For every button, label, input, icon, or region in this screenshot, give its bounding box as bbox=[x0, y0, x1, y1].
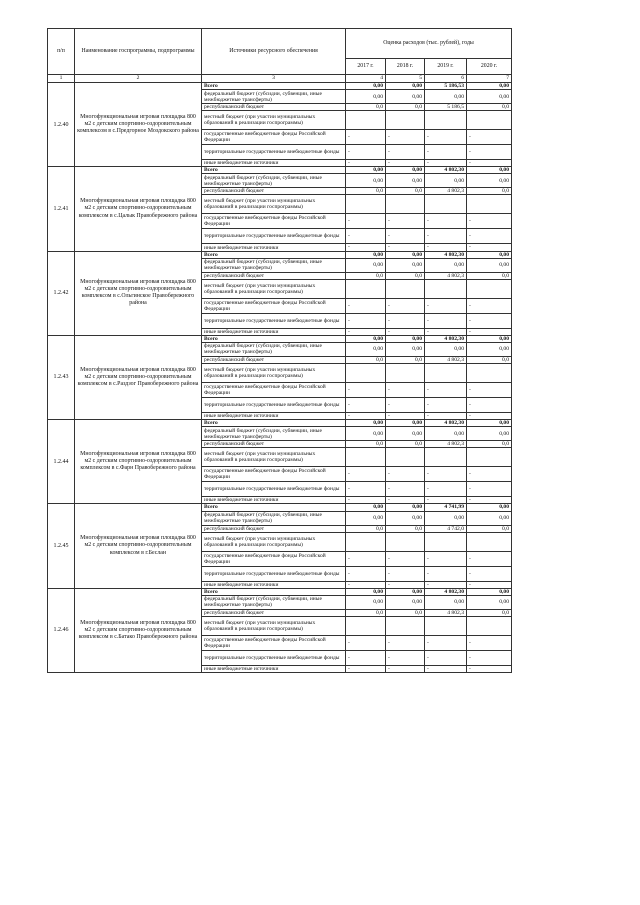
amount-cell: - bbox=[386, 160, 425, 167]
amount-cell: 0,00 bbox=[425, 258, 467, 272]
amount-cell: 0,00 bbox=[386, 427, 425, 441]
amount-cell: - bbox=[386, 413, 425, 420]
funding-source: территориальные государственные внебюджетные фонды bbox=[202, 650, 346, 665]
item-number: 1.2.45 bbox=[48, 504, 75, 588]
funding-source: местный бюджет (при участии муниципальных образований в реализации госпрограммы) bbox=[202, 616, 346, 635]
amount-cell: 0,0 bbox=[386, 104, 425, 111]
amount-cell: 0,00 bbox=[425, 90, 467, 104]
amount-cell: - bbox=[467, 665, 512, 672]
funding-source: Всего bbox=[202, 167, 346, 174]
funding-source: республиканский бюджет bbox=[202, 525, 346, 532]
amount-cell: 0,00 bbox=[346, 251, 386, 258]
funding-source: Всего bbox=[202, 335, 346, 342]
amount-cell: 0,00 bbox=[386, 167, 425, 174]
amount-cell: - bbox=[386, 244, 425, 251]
amount-cell: - bbox=[346, 635, 386, 650]
amount-cell bbox=[346, 279, 386, 298]
amount-cell: - bbox=[467, 551, 512, 566]
amount-cell: - bbox=[425, 313, 467, 328]
amount-cell: 0,0 bbox=[386, 188, 425, 195]
funding-source: республиканский бюджет bbox=[202, 188, 346, 195]
amount-cell: 0,00 bbox=[467, 342, 512, 356]
amount-cell: 0,00 bbox=[386, 595, 425, 609]
amount-cell: - bbox=[386, 497, 425, 504]
amount-cell: - bbox=[386, 635, 425, 650]
year-header: 2017 г. bbox=[346, 59, 386, 75]
amount-cell bbox=[467, 279, 512, 298]
amount-cell: - bbox=[386, 665, 425, 672]
amount-cell bbox=[386, 279, 425, 298]
funding-source: республиканский бюджет bbox=[202, 356, 346, 363]
item-name: Многофункциональная игровая площадка 800 м2 с детским спортивно-оздоровительным комплексом в с.Цалык Правобережного района bbox=[75, 167, 202, 251]
amount-cell: 0,00 bbox=[346, 167, 386, 174]
amount-cell: 0,00 bbox=[386, 342, 425, 356]
amount-cell: - bbox=[425, 383, 467, 398]
funding-source: Всего bbox=[202, 504, 346, 511]
amount-cell: - bbox=[425, 160, 467, 167]
index-cell: 6 bbox=[425, 75, 467, 83]
funding-source: федеральный бюджет (субсидии, субвенции, иные межбюджетные трансферты) bbox=[202, 595, 346, 609]
amount-cell bbox=[386, 532, 425, 551]
amount-cell: 0,00 bbox=[346, 90, 386, 104]
amount-cell: - bbox=[386, 581, 425, 588]
amount-cell: 0,00 bbox=[386, 511, 425, 525]
funding-source: территориальные государственные внебюджетные фонды bbox=[202, 566, 346, 581]
document-page bbox=[47, 28, 511, 673]
amount-cell: 4 802,3 bbox=[425, 356, 467, 363]
amount-cell: 0,00 bbox=[425, 427, 467, 441]
funding-source: республиканский бюджет bbox=[202, 441, 346, 448]
amount-cell: 4 802,3 bbox=[425, 609, 467, 616]
amount-cell bbox=[346, 532, 386, 551]
amount-cell: - bbox=[425, 566, 467, 581]
amount-cell bbox=[425, 279, 467, 298]
amount-cell: - bbox=[346, 383, 386, 398]
amount-cell: 0,00 bbox=[467, 427, 512, 441]
funding-source: территориальные государственные внебюджетные фонды bbox=[202, 482, 346, 497]
funding-source: федеральный бюджет (субсидии, субвенции, иные межбюджетные трансферты) bbox=[202, 427, 346, 441]
amount-cell: - bbox=[346, 130, 386, 145]
amount-cell: - bbox=[346, 413, 386, 420]
amount-cell: 0,0 bbox=[346, 272, 386, 279]
amount-cell: - bbox=[386, 214, 425, 229]
funding-source: федеральный бюджет (субсидии, субвенции, иные межбюджетные трансферты) bbox=[202, 90, 346, 104]
amount-cell: 5 186,53 bbox=[425, 83, 467, 90]
amount-cell: - bbox=[425, 328, 467, 335]
amount-cell: 0,00 bbox=[425, 342, 467, 356]
funding-source: местный бюджет (при участии муниципальных образований в реализации госпрограммы) bbox=[202, 195, 346, 214]
amount-cell: 0,00 bbox=[346, 420, 386, 427]
amount-cell: 0,0 bbox=[346, 525, 386, 532]
amount-cell: 0,00 bbox=[386, 258, 425, 272]
item-number: 1.2.46 bbox=[48, 588, 75, 672]
amount-cell: 0,00 bbox=[386, 335, 425, 342]
amount-cell: - bbox=[386, 467, 425, 482]
amount-cell bbox=[425, 111, 467, 130]
amount-cell: 0,00 bbox=[346, 595, 386, 609]
amount-cell: 0,00 bbox=[386, 504, 425, 511]
item-name: Многофункциональная игровая площадка 800 м2 с детским спортивно-оздоровительным комплексом в с.Ольгинское Правобережного района bbox=[75, 251, 202, 335]
col-header-estimate: Оценка расходов (тыс. рублей), годы bbox=[346, 29, 512, 59]
year-header: 2020 г. bbox=[467, 59, 512, 75]
funding-source: местный бюджет (при участии муниципальных образований в реализации госпрограммы) bbox=[202, 111, 346, 130]
funding-source: Всего bbox=[202, 83, 346, 90]
amount-cell: - bbox=[425, 229, 467, 244]
amount-cell: 0,00 bbox=[386, 90, 425, 104]
funding-source: государственные внебюджетные фонды Российской Федерации bbox=[202, 298, 346, 313]
amount-cell: - bbox=[467, 145, 512, 160]
amount-cell: 0,00 bbox=[467, 258, 512, 272]
amount-cell: 0,00 bbox=[467, 90, 512, 104]
item-number: 1.2.40 bbox=[48, 83, 75, 167]
amount-cell: - bbox=[346, 214, 386, 229]
table-row bbox=[48, 420, 512, 427]
amount-cell: 0,00 bbox=[467, 251, 512, 258]
amount-cell: 4 741,99 bbox=[425, 504, 467, 511]
item-number: 1.2.43 bbox=[48, 335, 75, 419]
amount-cell: - bbox=[346, 665, 386, 672]
amount-cell bbox=[386, 616, 425, 635]
amount-cell bbox=[425, 364, 467, 383]
amount-cell: - bbox=[467, 566, 512, 581]
amount-cell: 0,0 bbox=[467, 272, 512, 279]
index-cell: 5 bbox=[386, 75, 425, 83]
amount-cell: 0,0 bbox=[467, 441, 512, 448]
item-number: 1.2.41 bbox=[48, 167, 75, 251]
amount-cell: - bbox=[386, 298, 425, 313]
amount-cell: 0,00 bbox=[386, 588, 425, 595]
amount-cell: - bbox=[386, 482, 425, 497]
amount-cell bbox=[346, 195, 386, 214]
funding-source: государственные внебюджетные фонды Российской Федерации bbox=[202, 383, 346, 398]
amount-cell: - bbox=[346, 650, 386, 665]
item-name: Многофункциональная игровая площадка 800 м2 с детским спортивно-оздоровительным комплексом в с.Батако Правобережного района bbox=[75, 588, 202, 672]
index-cell: 7 bbox=[467, 75, 512, 83]
amount-cell: - bbox=[425, 130, 467, 145]
index-cell: 1 bbox=[48, 75, 75, 83]
amount-cell: - bbox=[386, 328, 425, 335]
amount-cell: - bbox=[425, 244, 467, 251]
amount-cell: - bbox=[425, 467, 467, 482]
funding-source: государственные внебюджетные фонды Российской Федерации bbox=[202, 551, 346, 566]
funding-source: республиканский бюджет bbox=[202, 104, 346, 111]
amount-cell: - bbox=[346, 328, 386, 335]
amount-cell: - bbox=[346, 581, 386, 588]
amount-cell: 0,0 bbox=[386, 441, 425, 448]
amount-cell bbox=[425, 448, 467, 467]
amount-cell: 0,0 bbox=[346, 441, 386, 448]
amount-cell: - bbox=[346, 145, 386, 160]
table-row bbox=[48, 251, 512, 258]
amount-cell bbox=[346, 111, 386, 130]
amount-cell: - bbox=[386, 566, 425, 581]
amount-cell: 0,0 bbox=[467, 525, 512, 532]
amount-cell: 0,0 bbox=[467, 104, 512, 111]
amount-cell: 0,00 bbox=[346, 342, 386, 356]
amount-cell bbox=[346, 448, 386, 467]
amount-cell: - bbox=[467, 214, 512, 229]
amount-cell: 0,0 bbox=[467, 609, 512, 616]
amount-cell: - bbox=[425, 497, 467, 504]
funding-source: иные внебюджетные источники bbox=[202, 413, 346, 420]
amount-cell bbox=[386, 448, 425, 467]
table-row bbox=[48, 588, 512, 595]
amount-cell: 0,00 bbox=[467, 595, 512, 609]
index-cell: 4 bbox=[346, 75, 386, 83]
item-name: Многофункциональная игровая площадка 800 м2 с детским спортивно-оздоровительным комплексом в с.Фарн Правобережного района bbox=[75, 420, 202, 504]
funding-source: федеральный бюджет (субсидии, субвенции, иные межбюджетные трансферты) bbox=[202, 174, 346, 188]
amount-cell bbox=[467, 532, 512, 551]
index-cell: 3 bbox=[202, 75, 346, 83]
amount-cell: - bbox=[467, 313, 512, 328]
funding-source: иные внебюджетные источники bbox=[202, 244, 346, 251]
amount-cell: 0,00 bbox=[386, 420, 425, 427]
amount-cell: - bbox=[386, 130, 425, 145]
funding-source: Всего bbox=[202, 420, 346, 427]
funding-source: Всего bbox=[202, 588, 346, 595]
amount-cell: 0,00 bbox=[467, 335, 512, 342]
amount-cell: - bbox=[467, 635, 512, 650]
funding-source: республиканский бюджет bbox=[202, 609, 346, 616]
amount-cell: - bbox=[467, 398, 512, 413]
amount-cell: - bbox=[467, 650, 512, 665]
table-body bbox=[48, 29, 512, 673]
amount-cell: 4 802,30 bbox=[425, 251, 467, 258]
amount-cell: 4 802,30 bbox=[425, 335, 467, 342]
funding-source: федеральный бюджет (субсидии, субвенции, иные межбюджетные трансферты) bbox=[202, 258, 346, 272]
col-header-name: Наименование госпрограммы, подпрограммы bbox=[75, 29, 202, 75]
funding-source: иные внебюджетные источники bbox=[202, 160, 346, 167]
funding-source: территориальные государственные внебюджетные фонды bbox=[202, 145, 346, 160]
amount-cell: 0,00 bbox=[467, 511, 512, 525]
amount-cell: - bbox=[386, 145, 425, 160]
amount-cell: 4 802,3 bbox=[425, 272, 467, 279]
amount-cell: - bbox=[386, 313, 425, 328]
amount-cell: - bbox=[425, 581, 467, 588]
amount-cell: 4 802,30 bbox=[425, 420, 467, 427]
amount-cell: 0,00 bbox=[467, 588, 512, 595]
amount-cell bbox=[467, 448, 512, 467]
amount-cell: - bbox=[386, 398, 425, 413]
amount-cell: - bbox=[467, 383, 512, 398]
amount-cell: - bbox=[467, 244, 512, 251]
index-row bbox=[48, 75, 512, 83]
funding-source: местный бюджет (при участии муниципальных образований в реализации госпрограммы) bbox=[202, 279, 346, 298]
amount-cell: 0,00 bbox=[386, 83, 425, 90]
item-name: Многофункциональная игровая площадка 800 м2 с детским спортивно-оздоровительным комплексом в с.Раздзог Правобережного района bbox=[75, 335, 202, 419]
amount-cell: - bbox=[425, 398, 467, 413]
amount-cell: 0,0 bbox=[467, 356, 512, 363]
amount-cell: 0,0 bbox=[346, 356, 386, 363]
amount-cell: - bbox=[346, 497, 386, 504]
table-row bbox=[48, 335, 512, 342]
funding-source: территориальные государственные внебюджетные фонды bbox=[202, 313, 346, 328]
amount-cell: 0,00 bbox=[346, 258, 386, 272]
amount-cell: - bbox=[467, 160, 512, 167]
amount-cell: 5 186,5 bbox=[425, 104, 467, 111]
amount-cell: 0,0 bbox=[346, 609, 386, 616]
funding-source: государственные внебюджетные фонды Российской Федерации bbox=[202, 635, 346, 650]
amount-cell: 4 802,3 bbox=[425, 188, 467, 195]
amount-cell: - bbox=[467, 482, 512, 497]
funding-source: территориальные государственные внебюджетные фонды bbox=[202, 229, 346, 244]
funding-source: местный бюджет (при участии муниципальных образований в реализации госпрограммы) bbox=[202, 448, 346, 467]
funding-source: иные внебюджетные источники bbox=[202, 665, 346, 672]
amount-cell: - bbox=[346, 566, 386, 581]
col-header-num: п/п bbox=[48, 29, 75, 75]
amount-cell bbox=[467, 364, 512, 383]
amount-cell: - bbox=[425, 482, 467, 497]
amount-cell bbox=[425, 532, 467, 551]
amount-cell: 0,0 bbox=[386, 356, 425, 363]
amount-cell: 0,0 bbox=[346, 104, 386, 111]
item-name: Многофункциональная игровая площадка 800 м2 с детским спортивно-оздоровительным комплексом в г.Беслан bbox=[75, 504, 202, 588]
amount-cell: 4 742,0 bbox=[425, 525, 467, 532]
index-cell: 2 bbox=[75, 75, 202, 83]
table-row bbox=[48, 83, 512, 90]
amount-cell: - bbox=[346, 398, 386, 413]
amount-cell: 0,00 bbox=[467, 83, 512, 90]
funding-source: иные внебюджетные источники bbox=[202, 328, 346, 335]
amount-cell bbox=[425, 195, 467, 214]
amount-cell: 0,0 bbox=[467, 188, 512, 195]
item-number: 1.2.42 bbox=[48, 251, 75, 335]
amount-cell: 0,00 bbox=[346, 174, 386, 188]
col-header-source: Источники ресурсного обеспечения bbox=[202, 29, 346, 75]
amount-cell: 0,00 bbox=[346, 504, 386, 511]
amount-cell: - bbox=[346, 467, 386, 482]
amount-cell: 0,00 bbox=[346, 588, 386, 595]
amount-cell: - bbox=[346, 551, 386, 566]
amount-cell bbox=[386, 111, 425, 130]
amount-cell bbox=[386, 364, 425, 383]
amount-cell: - bbox=[386, 383, 425, 398]
table-row bbox=[48, 167, 512, 174]
amount-cell: - bbox=[425, 635, 467, 650]
funding-source: территориальные государственные внебюджетные фонды bbox=[202, 398, 346, 413]
amount-cell: - bbox=[425, 298, 467, 313]
amount-cell: - bbox=[467, 497, 512, 504]
amount-cell: 0,00 bbox=[346, 511, 386, 525]
amount-cell: - bbox=[425, 145, 467, 160]
amount-cell: - bbox=[346, 313, 386, 328]
amount-cell: 0,00 bbox=[425, 511, 467, 525]
amount-cell: - bbox=[346, 160, 386, 167]
amount-cell: 0,00 bbox=[467, 167, 512, 174]
amount-cell: - bbox=[386, 551, 425, 566]
amount-cell bbox=[467, 616, 512, 635]
amount-cell: - bbox=[467, 328, 512, 335]
amount-cell: 0,00 bbox=[467, 174, 512, 188]
amount-cell: 4 802,30 bbox=[425, 167, 467, 174]
amount-cell: 0,00 bbox=[346, 335, 386, 342]
amount-cell: - bbox=[467, 581, 512, 588]
funding-source: республиканский бюджет bbox=[202, 272, 346, 279]
amount-cell: 0,00 bbox=[425, 595, 467, 609]
amount-cell: - bbox=[467, 467, 512, 482]
amount-cell: 0,00 bbox=[467, 420, 512, 427]
funding-source: федеральный бюджет (субсидии, субвенции, иные межбюджетные трансферты) bbox=[202, 511, 346, 525]
amount-cell: 4 802,30 bbox=[425, 588, 467, 595]
amount-cell: - bbox=[425, 214, 467, 229]
funding-source: Всего bbox=[202, 251, 346, 258]
table-row bbox=[48, 504, 512, 511]
amount-cell: - bbox=[425, 665, 467, 672]
amount-cell: - bbox=[467, 298, 512, 313]
amount-cell: 0,0 bbox=[346, 188, 386, 195]
funding-source: государственные внебюджетные фонды Российской Федерации bbox=[202, 130, 346, 145]
amount-cell: - bbox=[346, 482, 386, 497]
amount-cell: 0,0 bbox=[386, 272, 425, 279]
amount-cell bbox=[467, 111, 512, 130]
amount-cell: - bbox=[346, 244, 386, 251]
header-row bbox=[48, 29, 512, 59]
amount-cell: 0,00 bbox=[425, 174, 467, 188]
amount-cell: 4 802,3 bbox=[425, 441, 467, 448]
funding-source: местный бюджет (при участии муниципальных образований в реализации госпрограммы) bbox=[202, 364, 346, 383]
funding-source: иные внебюджетные источники bbox=[202, 581, 346, 588]
amount-cell bbox=[346, 616, 386, 635]
funding-source: государственные внебюджетные фонды Российской Федерации bbox=[202, 214, 346, 229]
amount-cell: 0,00 bbox=[386, 251, 425, 258]
amount-cell: - bbox=[425, 413, 467, 420]
amount-cell bbox=[425, 616, 467, 635]
item-name: Многофункциональная игровая площадка 800 м2 с детским спортивно-оздоровительным комплексом в с.Предгорное Моздокского района bbox=[75, 83, 202, 167]
amount-cell: - bbox=[346, 298, 386, 313]
amount-cell: - bbox=[386, 229, 425, 244]
funding-source: местный бюджет (при участии муниципальных образований в реализации госпрограммы) bbox=[202, 532, 346, 551]
amount-cell: - bbox=[386, 650, 425, 665]
amount-cell: 0,0 bbox=[386, 609, 425, 616]
item-number: 1.2.44 bbox=[48, 420, 75, 504]
amount-cell: - bbox=[467, 130, 512, 145]
amount-cell: 0,0 bbox=[386, 525, 425, 532]
amount-cell: - bbox=[467, 413, 512, 420]
amount-cell: 0,00 bbox=[467, 504, 512, 511]
year-header: 2018 г. bbox=[386, 59, 425, 75]
amount-cell bbox=[386, 195, 425, 214]
funding-source: иные внебюджетные источники bbox=[202, 497, 346, 504]
amount-cell: - bbox=[346, 229, 386, 244]
amount-cell bbox=[467, 195, 512, 214]
amount-cell bbox=[346, 364, 386, 383]
budget-table bbox=[47, 28, 512, 673]
funding-source: федеральный бюджет (субсидии, субвенции, иные межбюджетные трансферты) bbox=[202, 342, 346, 356]
funding-source: государственные внебюджетные фонды Российской Федерации bbox=[202, 467, 346, 482]
amount-cell: - bbox=[425, 650, 467, 665]
amount-cell: 0,00 bbox=[346, 427, 386, 441]
amount-cell: 0,00 bbox=[346, 83, 386, 90]
amount-cell: - bbox=[425, 551, 467, 566]
year-header: 2019 г. bbox=[425, 59, 467, 75]
amount-cell: 0,00 bbox=[386, 174, 425, 188]
amount-cell: - bbox=[467, 229, 512, 244]
